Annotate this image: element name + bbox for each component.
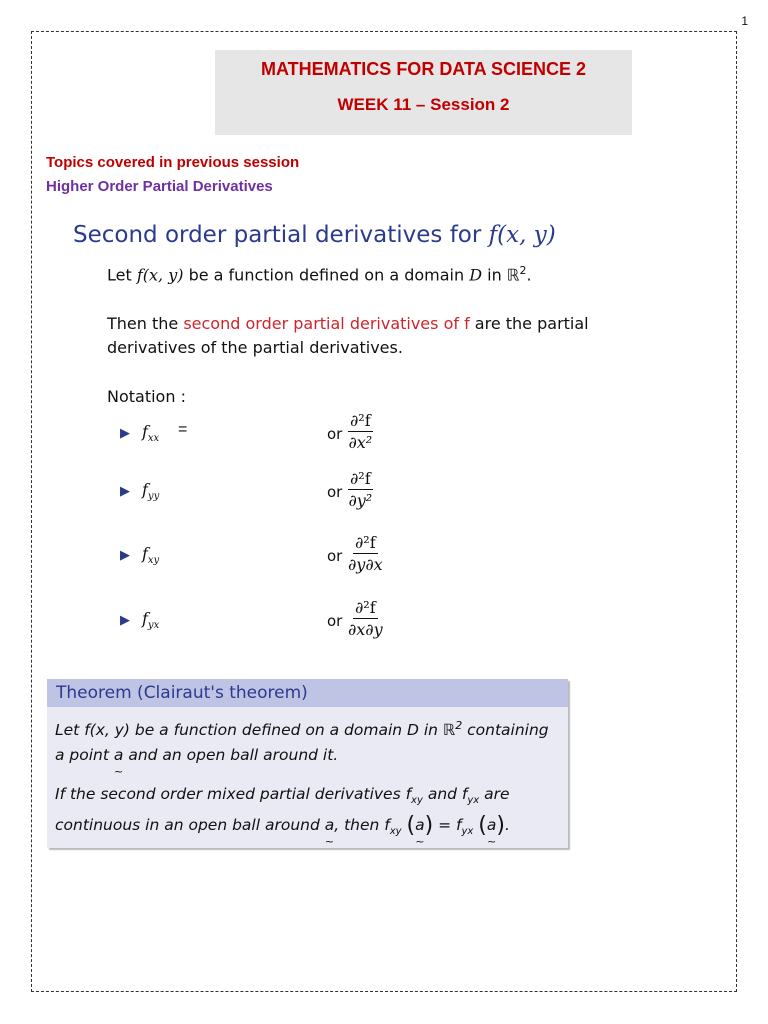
- theorem-line: [55, 743, 560, 768]
- denominator: ∂y∂x: [348, 555, 383, 574]
- subscript: xx: [147, 433, 160, 445]
- paren-close: ): [424, 813, 434, 839]
- slide-title: [73, 222, 556, 248]
- notation-row: [120, 411, 420, 461]
- numerator: ∂²f: [355, 598, 376, 617]
- superscript: 2: [519, 264, 527, 277]
- paren-close: ): [496, 813, 505, 839]
- denominator: ∂x²: [348, 433, 373, 452]
- text-fragment: f: [142, 422, 148, 441]
- explanation-line-2: derivatives of the partial derivatives.: [107, 338, 403, 357]
- math-fragment: f(x, y): [136, 265, 184, 285]
- text-fragment: be a function defined on a domain D in ℝ: [129, 721, 456, 740]
- theorem-box: [47, 679, 568, 848]
- bullet-icon: ▶: [120, 483, 130, 498]
- function-symbol: [142, 480, 159, 502]
- text-fragment: f: [142, 480, 148, 499]
- fraction: [348, 598, 383, 641]
- text-fragment: and an open ball around it.: [123, 746, 339, 765]
- text-fragment: .: [504, 816, 510, 835]
- or-text: or: [327, 612, 343, 630]
- subscript: yy: [147, 491, 160, 503]
- topics-label: Topics covered in previous session: [46, 154, 300, 171]
- vector-variable: a ~: [487, 816, 497, 834]
- numerator: ∂²f: [350, 411, 371, 430]
- slide-title-math: f(x, y): [488, 222, 556, 248]
- theorem-line: [55, 813, 560, 844]
- notation-row: [120, 533, 420, 583]
- text-fragment: Let: [107, 265, 137, 285]
- function-symbol: [142, 609, 159, 631]
- fraction: [348, 533, 383, 576]
- math-fragment: D: [469, 265, 483, 285]
- vector-variable: a ~: [415, 816, 425, 834]
- slide-title-text: Second order partial derivatives for: [73, 222, 489, 248]
- theorem-line: [55, 782, 560, 813]
- bullet-icon: ▶: [120, 547, 130, 562]
- paren-open: (: [406, 813, 416, 839]
- notation-row: [120, 469, 420, 519]
- title-box: [215, 50, 632, 135]
- denominator: ∂x∂y: [348, 620, 383, 639]
- text-fragment: in ℝ: [482, 265, 520, 285]
- text-fragment: Let: [55, 721, 85, 740]
- bullet-icon: ▶: [120, 425, 130, 440]
- or-text: or: [327, 547, 343, 565]
- text-fragment: f: [142, 544, 148, 563]
- spacer: [55, 768, 560, 782]
- function-symbol: [142, 544, 159, 566]
- text-fragment: , then f: [334, 816, 390, 835]
- text-fragment: continuous in an open ball around: [55, 816, 325, 835]
- text-fragment: f: [142, 609, 148, 628]
- notation-label: Notation :: [107, 387, 186, 406]
- subscript: yx: [467, 795, 480, 807]
- theorem-line: [55, 713, 560, 743]
- vector-variable: a ~: [325, 816, 335, 834]
- text-fragment: Then the: [107, 314, 184, 333]
- text-fragment: be a function defined on a domain: [183, 265, 470, 285]
- subscript: xy: [147, 555, 160, 567]
- equals-sign: =: [178, 421, 188, 438]
- notation-row: [120, 598, 420, 648]
- bullet-icon: ▶: [120, 612, 130, 627]
- paren-open: (: [478, 813, 487, 839]
- text-fragment: and f: [422, 785, 468, 804]
- or-text: or: [327, 483, 343, 501]
- text-fragment: = f: [433, 816, 462, 835]
- numerator: ∂²f: [355, 533, 376, 552]
- text-fragment: are the partial: [469, 314, 589, 333]
- fraction: [348, 411, 373, 454]
- theorem-title: Theorem (Clairaut's theorem): [47, 679, 568, 707]
- text-fragment: If the second order mixed partial derivatives f: [55, 785, 412, 804]
- numerator: ∂²f: [350, 469, 371, 488]
- definition-line: [107, 259, 532, 287]
- fraction: [348, 469, 373, 512]
- topic-name: Higher Order Partial Derivatives: [46, 178, 273, 195]
- highlighted-text: second order partial derivatives of f: [183, 314, 470, 333]
- math-fragment: f(x, y): [84, 721, 130, 740]
- subscript: xy: [411, 795, 423, 807]
- week-title: WEEK 11 – Session 2: [337, 95, 510, 114]
- vector-variable: a ~: [114, 746, 124, 764]
- subscript: xy: [389, 826, 402, 838]
- text-fragment: are: [479, 785, 510, 804]
- function-symbol: [142, 422, 159, 444]
- course-title: MATHEMATICS FOR DATA SCIENCE 2: [261, 59, 586, 79]
- text-fragment: containing: [462, 721, 549, 740]
- or-text: or: [327, 425, 343, 443]
- superscript: 2: [455, 719, 463, 732]
- subscript: yx: [461, 826, 474, 838]
- text-fragment: .: [526, 265, 532, 285]
- page-number: 1: [741, 14, 748, 28]
- text-fragment: a point: [55, 746, 114, 765]
- theorem-body: [47, 707, 568, 850]
- explanation-line-1: [107, 312, 589, 336]
- denominator: ∂y²: [348, 491, 373, 510]
- subscript: yx: [147, 620, 160, 632]
